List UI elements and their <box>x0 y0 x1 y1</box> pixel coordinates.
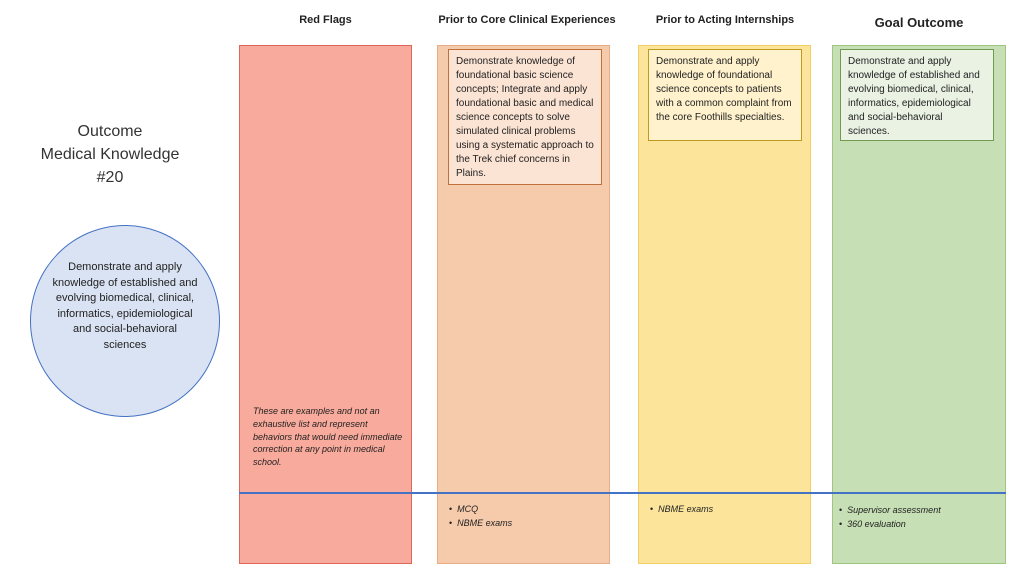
assessment-list-goal <box>839 504 941 531</box>
assessment-item: • MCQ <box>449 503 512 517</box>
assessment-item: • Supervisor assessment <box>839 504 941 518</box>
milestone-goal: Demonstrate and apply knowledge of established and evolving biomedical, clinical, informatics, epidemiological and social-behavioral sciences. <box>840 49 994 141</box>
outcome-title-line3: #20 <box>96 169 124 186</box>
assessment-item: • NBME exams <box>449 517 512 531</box>
assessment-item: • 360 evaluation <box>839 518 941 532</box>
assessment-divider <box>239 492 1006 494</box>
header-prior-acting: Prior to Acting Internships <box>655 14 795 26</box>
header-red-flags: Red Flags <box>299 14 352 26</box>
column-red-flags <box>239 45 412 564</box>
milestone-acting: Demonstrate and apply knowledge of foundational science concepts to patients with a common complaint from the core Foothills specialties. <box>648 49 802 141</box>
red-flags-note: These are examples and not an exhaustive list and represent behaviors that would need immediate correction at any point in medical school. <box>253 406 403 468</box>
outcome-title <box>30 120 190 189</box>
outcome-description: Demonstrate and apply knowledge of established and evolving biomedical, clinical, informatics, epidemiological and social-behavioral sciences <box>52 261 198 351</box>
assessment-item: • NBME exams <box>650 503 713 517</box>
milestone-core: Demonstrate knowledge of foundational basic science concepts; Integrate and apply foundational basic and medical science concepts to solve simulated clinical problems using a systematic approach to the Trek chief concerns in Plains. <box>448 49 602 185</box>
outcome-title-line1: Outcome <box>77 123 143 140</box>
header-goal-outcome: Goal Outcome <box>874 15 964 30</box>
assessment-list-acting <box>650 503 713 517</box>
outcome-title-line2: Medical Knowledge <box>40 146 180 163</box>
header-prior-core: Prior to Core Clinical Experiences <box>438 14 616 26</box>
assessment-list-core <box>449 503 512 530</box>
